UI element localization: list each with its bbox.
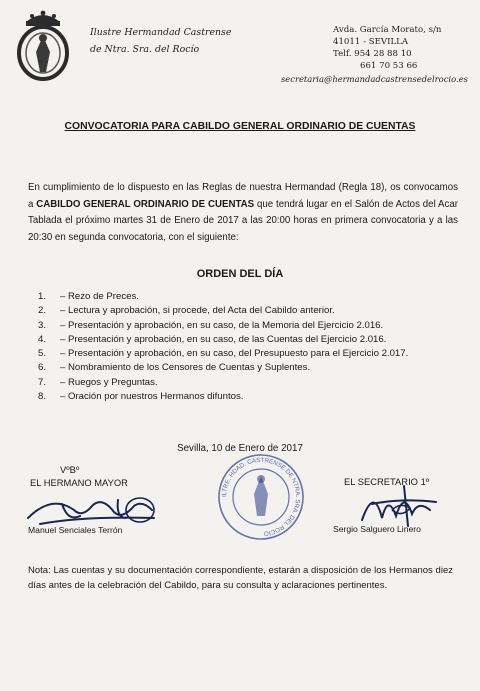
- address-line-2: 41011 - SEVILLA: [333, 37, 409, 47]
- agenda-item-text: – Oración por nuestros Hermanos difuntos.: [60, 391, 244, 403]
- agenda-item: [38, 390, 408, 404]
- email-address: secretaria@hermandadcastrensedelrocio.es: [281, 74, 468, 84]
- agenda-item-number: 6.: [38, 362, 47, 374]
- agenda-item-text: – Rezo de Preces.: [60, 291, 139, 302]
- footer-note: Nota: Las cuentas y su documentación correspondiente, estarán a disposición de los Hermanos diez días antes de la celebración del Cabildo, para su consulta y aclaraciones pertinentes.: [28, 565, 453, 591]
- agenda-item-number: 7.: [38, 376, 47, 388]
- brotherhood-crest-icon: [12, 8, 74, 82]
- vobo-label: VºBº: [60, 464, 80, 475]
- official-stamp-icon: [216, 452, 306, 542]
- agenda-item: [38, 319, 408, 333]
- phone-line-2: 661 70 53 66: [360, 61, 418, 71]
- phone-line-1: Telf. 954 28 88 10: [333, 49, 412, 59]
- agenda-item: [38, 361, 408, 375]
- organization-name: [90, 24, 231, 58]
- hermano-mayor-name: Manuel Senciales Terrón: [28, 525, 123, 535]
- address-line-1: Avda. García Morato, s/n: [333, 25, 442, 35]
- agenda-item-text: – Nombramiento de los Censores de Cuentas y Suplentes.: [60, 362, 311, 374]
- agenda-item: [38, 347, 408, 361]
- agenda-item: [38, 290, 408, 304]
- agenda-item: [38, 333, 408, 347]
- agenda-item-text: – Lectura y aprobación, si procede, del Acta del Cabildo anterior.: [60, 305, 335, 317]
- agenda-item-text: – Presentación y aprobación, en su caso, del Presupuesto para el Ejercicio 2.017.: [60, 348, 409, 360]
- agenda-item-number: 5.: [38, 348, 47, 360]
- agenda-item-number: 1.: [38, 291, 47, 302]
- organization-line-2: de Ntra. Sra. del Rocío: [90, 44, 200, 55]
- intro-text-bold: CABILDO GENERAL ORDINARIO DE CUENTAS: [36, 198, 255, 210]
- agenda-title: ORDEN DEL DÍA: [196, 268, 284, 280]
- date-line: Sevilla, 10 de Enero de 2017: [177, 443, 303, 454]
- agenda-item: [38, 376, 408, 390]
- agenda-item-number: 3.: [38, 319, 47, 331]
- intro-paragraph: [28, 180, 458, 246]
- agenda-item-text: – Ruegos y Preguntas.: [60, 376, 158, 388]
- hermano-mayor-role: EL HERMANO MAYOR: [30, 477, 128, 488]
- agenda-item-number: 8.: [38, 391, 47, 403]
- intro-text-before: En cumplimiento de lo dispuesto en las Reglas de nuestra Hermandad (Regla 18), os convocamos a: [28, 182, 458, 210]
- agenda-item-number: 2.: [38, 305, 47, 317]
- agenda-list: [38, 290, 408, 404]
- stamp-text: ILTRE. HDAD. CASTRENSE DE NTRA. SRA. DEL ROCÍO: [220, 456, 302, 537]
- secretario-role: EL SECRETARIO 1º: [344, 476, 430, 487]
- agenda-item-text: – Presentación y aprobación, en su caso, de las Cuentas del Ejercicio 2.016.: [60, 333, 387, 345]
- document-title-text: CONVOCATORIA PARA CABILDO GENERAL ORDINARIO DE CUENTAS: [64, 121, 416, 132]
- intro-text-after: que tendrá lugar en el Salón de Actos del Acar Tablada el próximo martes 31 de Enero de 2017 a las 20:00 horas en primera convocatoria y a las 20:30 en segunda convocatoria, con el siguiente:: [28, 198, 458, 243]
- secretario-name: Sergio Salguero Linero: [333, 524, 421, 534]
- organization-line-1: Ilustre Hermandad Castrense: [90, 27, 232, 38]
- agenda-item-number: 4.: [38, 333, 47, 345]
- document-title: [0, 121, 480, 132]
- contact-block: [281, 24, 468, 84]
- agenda-item: [38, 304, 408, 318]
- agenda-item-text: – Presentación y aprobación, en su caso, de la Memoria del Ejercicio 2.016.: [60, 319, 384, 331]
